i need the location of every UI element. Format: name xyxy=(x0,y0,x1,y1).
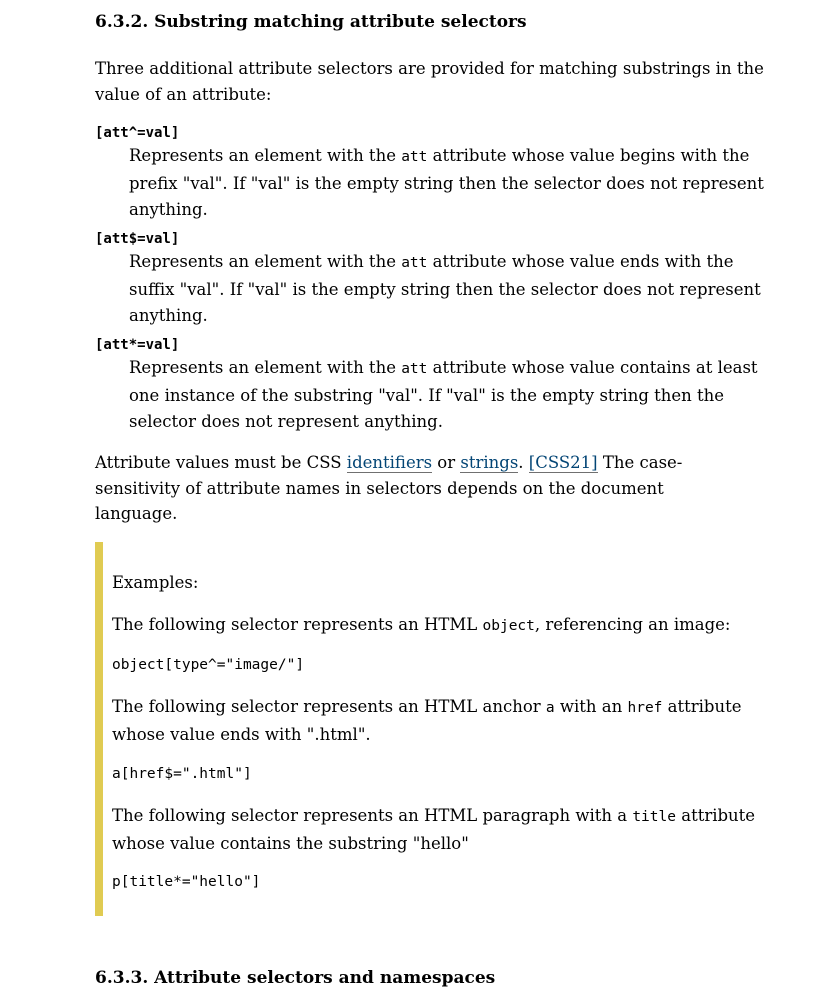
code-att: att xyxy=(401,255,428,271)
example-1-text: The following selector represents an HTML object, referencing an image: xyxy=(112,615,731,634)
selector-definition-list xyxy=(95,123,785,441)
desc-begins-with: Represents an element with the att attribute whose value begins with the prefix "val". If "val" is the empty string then the selector does not represent anything. xyxy=(129,146,764,219)
section-heading-6-3-2: 6.3.2. Substring matching attribute selectors xyxy=(95,12,527,32)
desc-ends-with: Represents an element with the att attribute whose value ends with the suffix "val". If "val" is the empty string then the selector does not represent anything. xyxy=(129,252,761,325)
definition-ends-with xyxy=(95,229,785,335)
example-2-code: a[href$=".html"] xyxy=(112,766,252,782)
intro-paragraph: Three additional attribute selectors are provided for matching substrings in the value of an attribute: xyxy=(95,59,764,104)
code-att: att xyxy=(401,149,428,165)
code-a: a xyxy=(545,700,555,716)
examples-label: Examples: xyxy=(112,573,199,592)
css21-reference-link[interactable]: [CSS21] xyxy=(528,453,598,472)
examples-block xyxy=(95,542,785,916)
term-ends-with: [att$=val] xyxy=(95,231,180,247)
example-3-code: p[title*="hello"] xyxy=(112,874,261,890)
code-object: object xyxy=(482,618,535,634)
identifiers-link[interactable]: identifiers xyxy=(346,453,433,472)
attribute-values-paragraph: Attribute values must be CSS identifiers or strings. [CSS21] The case-sensitivity of attribute names in selectors depends on the document language. xyxy=(95,453,683,523)
section-heading-6-3-3: 6.3.3. Attribute selectors and namespaces xyxy=(95,968,496,988)
desc-contains: Represents an element with the att attribute whose value contains at least one instance of the substring "val". If "val" is the empty string then the selector does not represent anything. xyxy=(129,358,758,431)
example-2-text: The following selector represents an HTML anchor a with an href attribute whose value ends with ".html". xyxy=(112,697,742,744)
term-contains: [att*=val] xyxy=(95,337,180,353)
example-3-text: The following selector represents an HTML paragraph with a title attribute whose value contains the substring "hello" xyxy=(112,806,756,853)
code-att: att xyxy=(401,361,428,377)
code-title: title xyxy=(632,809,676,825)
example-1-code: object[type^="image/"] xyxy=(112,657,305,673)
definition-contains xyxy=(95,335,785,441)
code-href: href xyxy=(627,700,663,716)
strings-link[interactable]: strings xyxy=(460,453,519,472)
term-begins-with: [att^=val] xyxy=(95,125,180,141)
definition-begins-with xyxy=(95,123,785,229)
